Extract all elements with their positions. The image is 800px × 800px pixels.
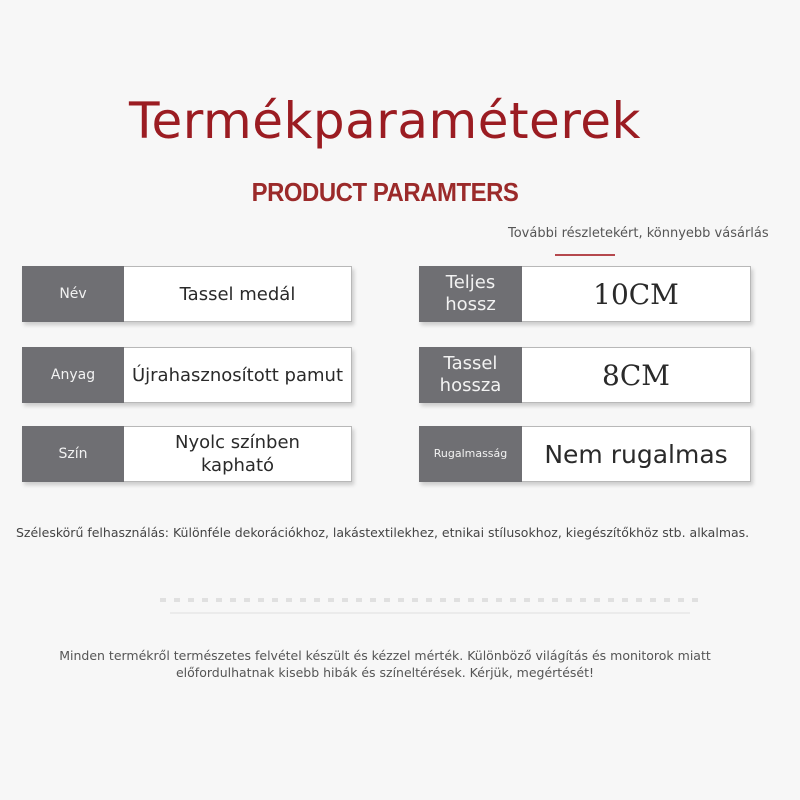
tagline-divider (555, 254, 615, 256)
param-material (22, 347, 352, 403)
usage-note: Széleskörű felhasználás: Különféle dekorációkhoz, lakástextilekhez, etnikai stílusokhoz, kiegészítőkhöz stb. alkalmas. (16, 525, 750, 540)
page-title: Termékparaméterek (129, 92, 641, 150)
param-color (22, 426, 352, 482)
param-label: Szín (22, 426, 124, 482)
tagline: További részletekért, könnyebb vásárlás (508, 226, 769, 241)
param-label: Tassel hossza (419, 347, 522, 403)
param-value: Nyolc színben kapható (124, 426, 352, 482)
param-label: Név (22, 266, 124, 322)
param-label: Anyag (22, 347, 124, 403)
param-label: Teljes hossz (419, 266, 522, 322)
param-value: 8CM (522, 347, 751, 403)
page-subtitle: PRODUCT PARAMTERS (251, 177, 519, 207)
param-value: Újrahasznosított pamut (124, 347, 352, 403)
param-value: Nem rugalmas (522, 426, 751, 482)
param-value: Tassel medál (124, 266, 352, 322)
param-value: 10CM (522, 266, 751, 322)
param-label: Rugalmasság (419, 426, 522, 482)
faint-divider (160, 598, 700, 602)
param-total-length (419, 266, 751, 322)
param-elasticity (419, 426, 751, 482)
faint-divider (170, 612, 690, 614)
disclaimer: Minden termékről természetes felvétel készült és kézzel mérték. Különböző világítás és monitorok miatt előfordulhatnak kisebb hibák és színeltérések. Kérjük, megértését! (59, 648, 711, 680)
param-tassel-length (419, 347, 751, 403)
param-name (22, 266, 352, 322)
